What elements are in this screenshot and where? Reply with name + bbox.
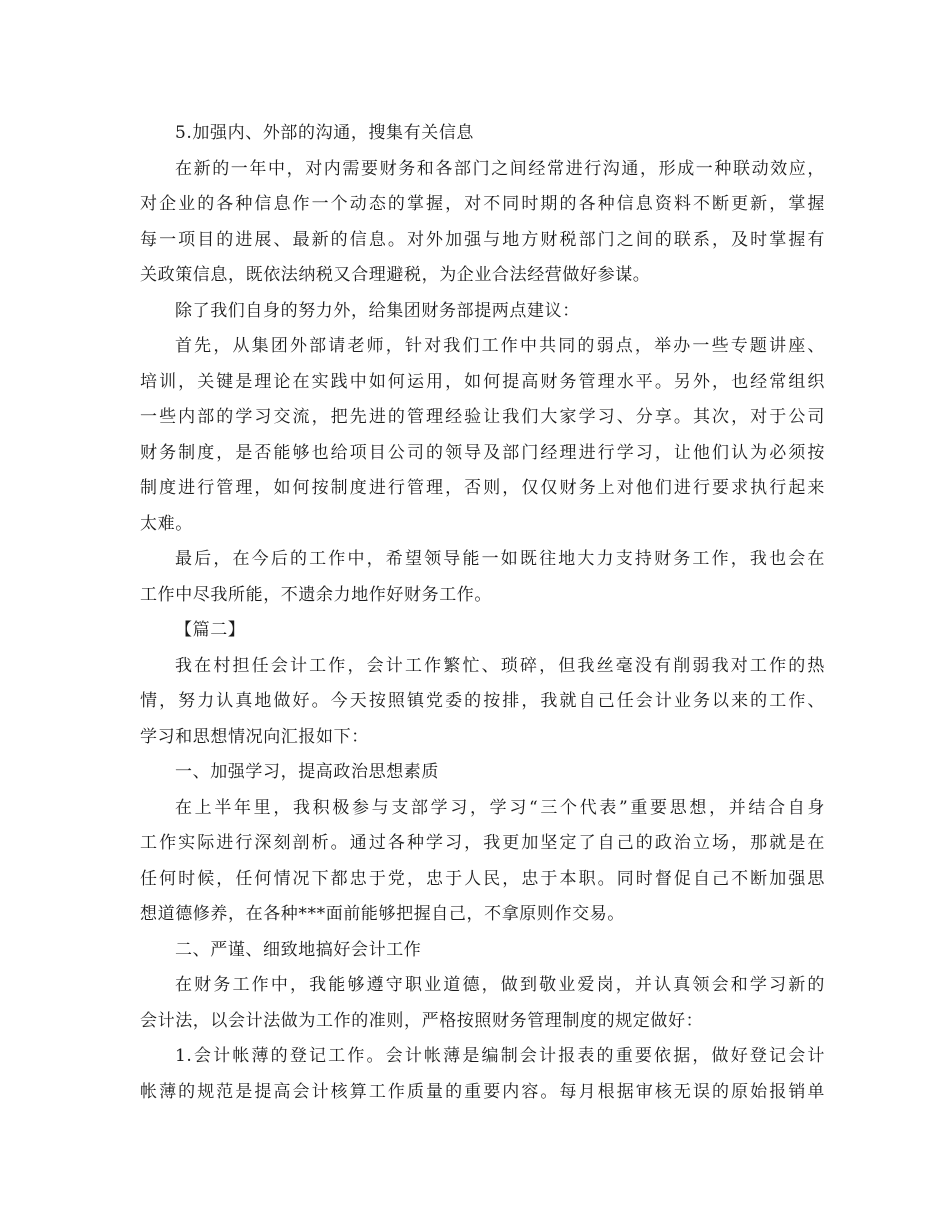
text-line: 情，努力认真地做好。今天按照镇党委的按排，我就自己任会计业务以来的工作、 bbox=[140, 691, 825, 711]
text-line: 二、严谨、细致地搞好会计工作 bbox=[175, 939, 422, 960]
text-line: 关政策信息，既依法纳税又合理避税，为企业合法经营做好参谋。 bbox=[140, 265, 651, 285]
text-line: 1.会计帐薄的登记工作。会计帐薄是编制会计报表的重要依据，做好登记会计 bbox=[175, 1046, 825, 1066]
text-line: 除了我们自身的努力外，给集团财务部提两点建议： bbox=[175, 300, 580, 321]
text-line: 我在村担任会计工作，会计工作繁忙、琐碎，但我丝毫没有削弱我对工作的热 bbox=[175, 655, 825, 676]
text-line: 在上半年里，我积极参与支部学习，学习“三个代表”重要思想，并结合自身 bbox=[175, 797, 825, 818]
text-line: 工作实际进行深刻剖析。通过各种学习，我更加坚定了自己的政治立场，那就是在 bbox=[140, 833, 825, 853]
text-line: 会计法，以会计法做为工作的准则，严格按照财务管理制度的规定做好： bbox=[140, 1010, 704, 1031]
text-line: 首先，从集团外部请老师，针对我们工作中共同的弱点，举办一些专题讲座、 bbox=[175, 336, 825, 356]
text-line: 5.加强内、外部的沟通，搜集有关信息 bbox=[175, 123, 475, 143]
text-line: 太难。 bbox=[140, 513, 193, 534]
text-line: 帐薄的规范是提高会计核算工作质量的重要内容。每月根据审核无误的原始报销单 bbox=[140, 1081, 825, 1102]
text-line: 最后，在今后的工作中，希望领导能一如既往地大力支持财务工作，我也会在 bbox=[175, 549, 825, 569]
text-line: 制度进行管理，如何按制度进行管理，否则，仅仅财务上对他们进行要求执行起来 bbox=[140, 478, 825, 498]
document-body bbox=[140, 116, 825, 1110]
text-line: 学习和思想情况向汇报如下： bbox=[140, 726, 369, 747]
text-line: 一些内部的学习交流，把先进的管理经验让我们大家学习、分享。其次，对于公司 bbox=[140, 407, 825, 427]
text-line: 一、加强学习，提高政治思想素质 bbox=[175, 762, 439, 782]
text-line: 财务制度，是否能够也给项目公司的领导及部门经理进行学习，让他们认为必须按 bbox=[140, 442, 825, 463]
text-line: 任何时候，任何情况下都忠于党，忠于人民，忠于本职。同时督促自己不断加强思 bbox=[140, 868, 825, 889]
text-line: 每一项目的进展、最新的信息。对外加强与地方财税部门之间的联系，及时掌握有 bbox=[140, 229, 825, 250]
text-line: 【篇二】 bbox=[175, 620, 246, 640]
text-line: 对企业的各种信息作一个动态的掌握，对不同时期的各种信息资料不断更新，掌握 bbox=[140, 194, 825, 214]
text-line: 在财务工作中，我能够遵守职业道德，做到敬业爱岗，并认真领会和学习新的 bbox=[175, 975, 825, 995]
text-line: 想道德修养，在各种***面前能够把握自己，不拿原则作交易。 bbox=[140, 904, 625, 924]
text-line: 在新的一年中，对内需要财务和各部门之间经常进行沟通，形成一种联动效应， bbox=[175, 158, 825, 179]
text-line: 工作中尽我所能，不遗余力地作好财务工作。 bbox=[140, 584, 492, 605]
text-line: 培训，关键是理论在实践中如何运用，如何提高财务管理水平。另外，也经常组织 bbox=[140, 371, 825, 392]
